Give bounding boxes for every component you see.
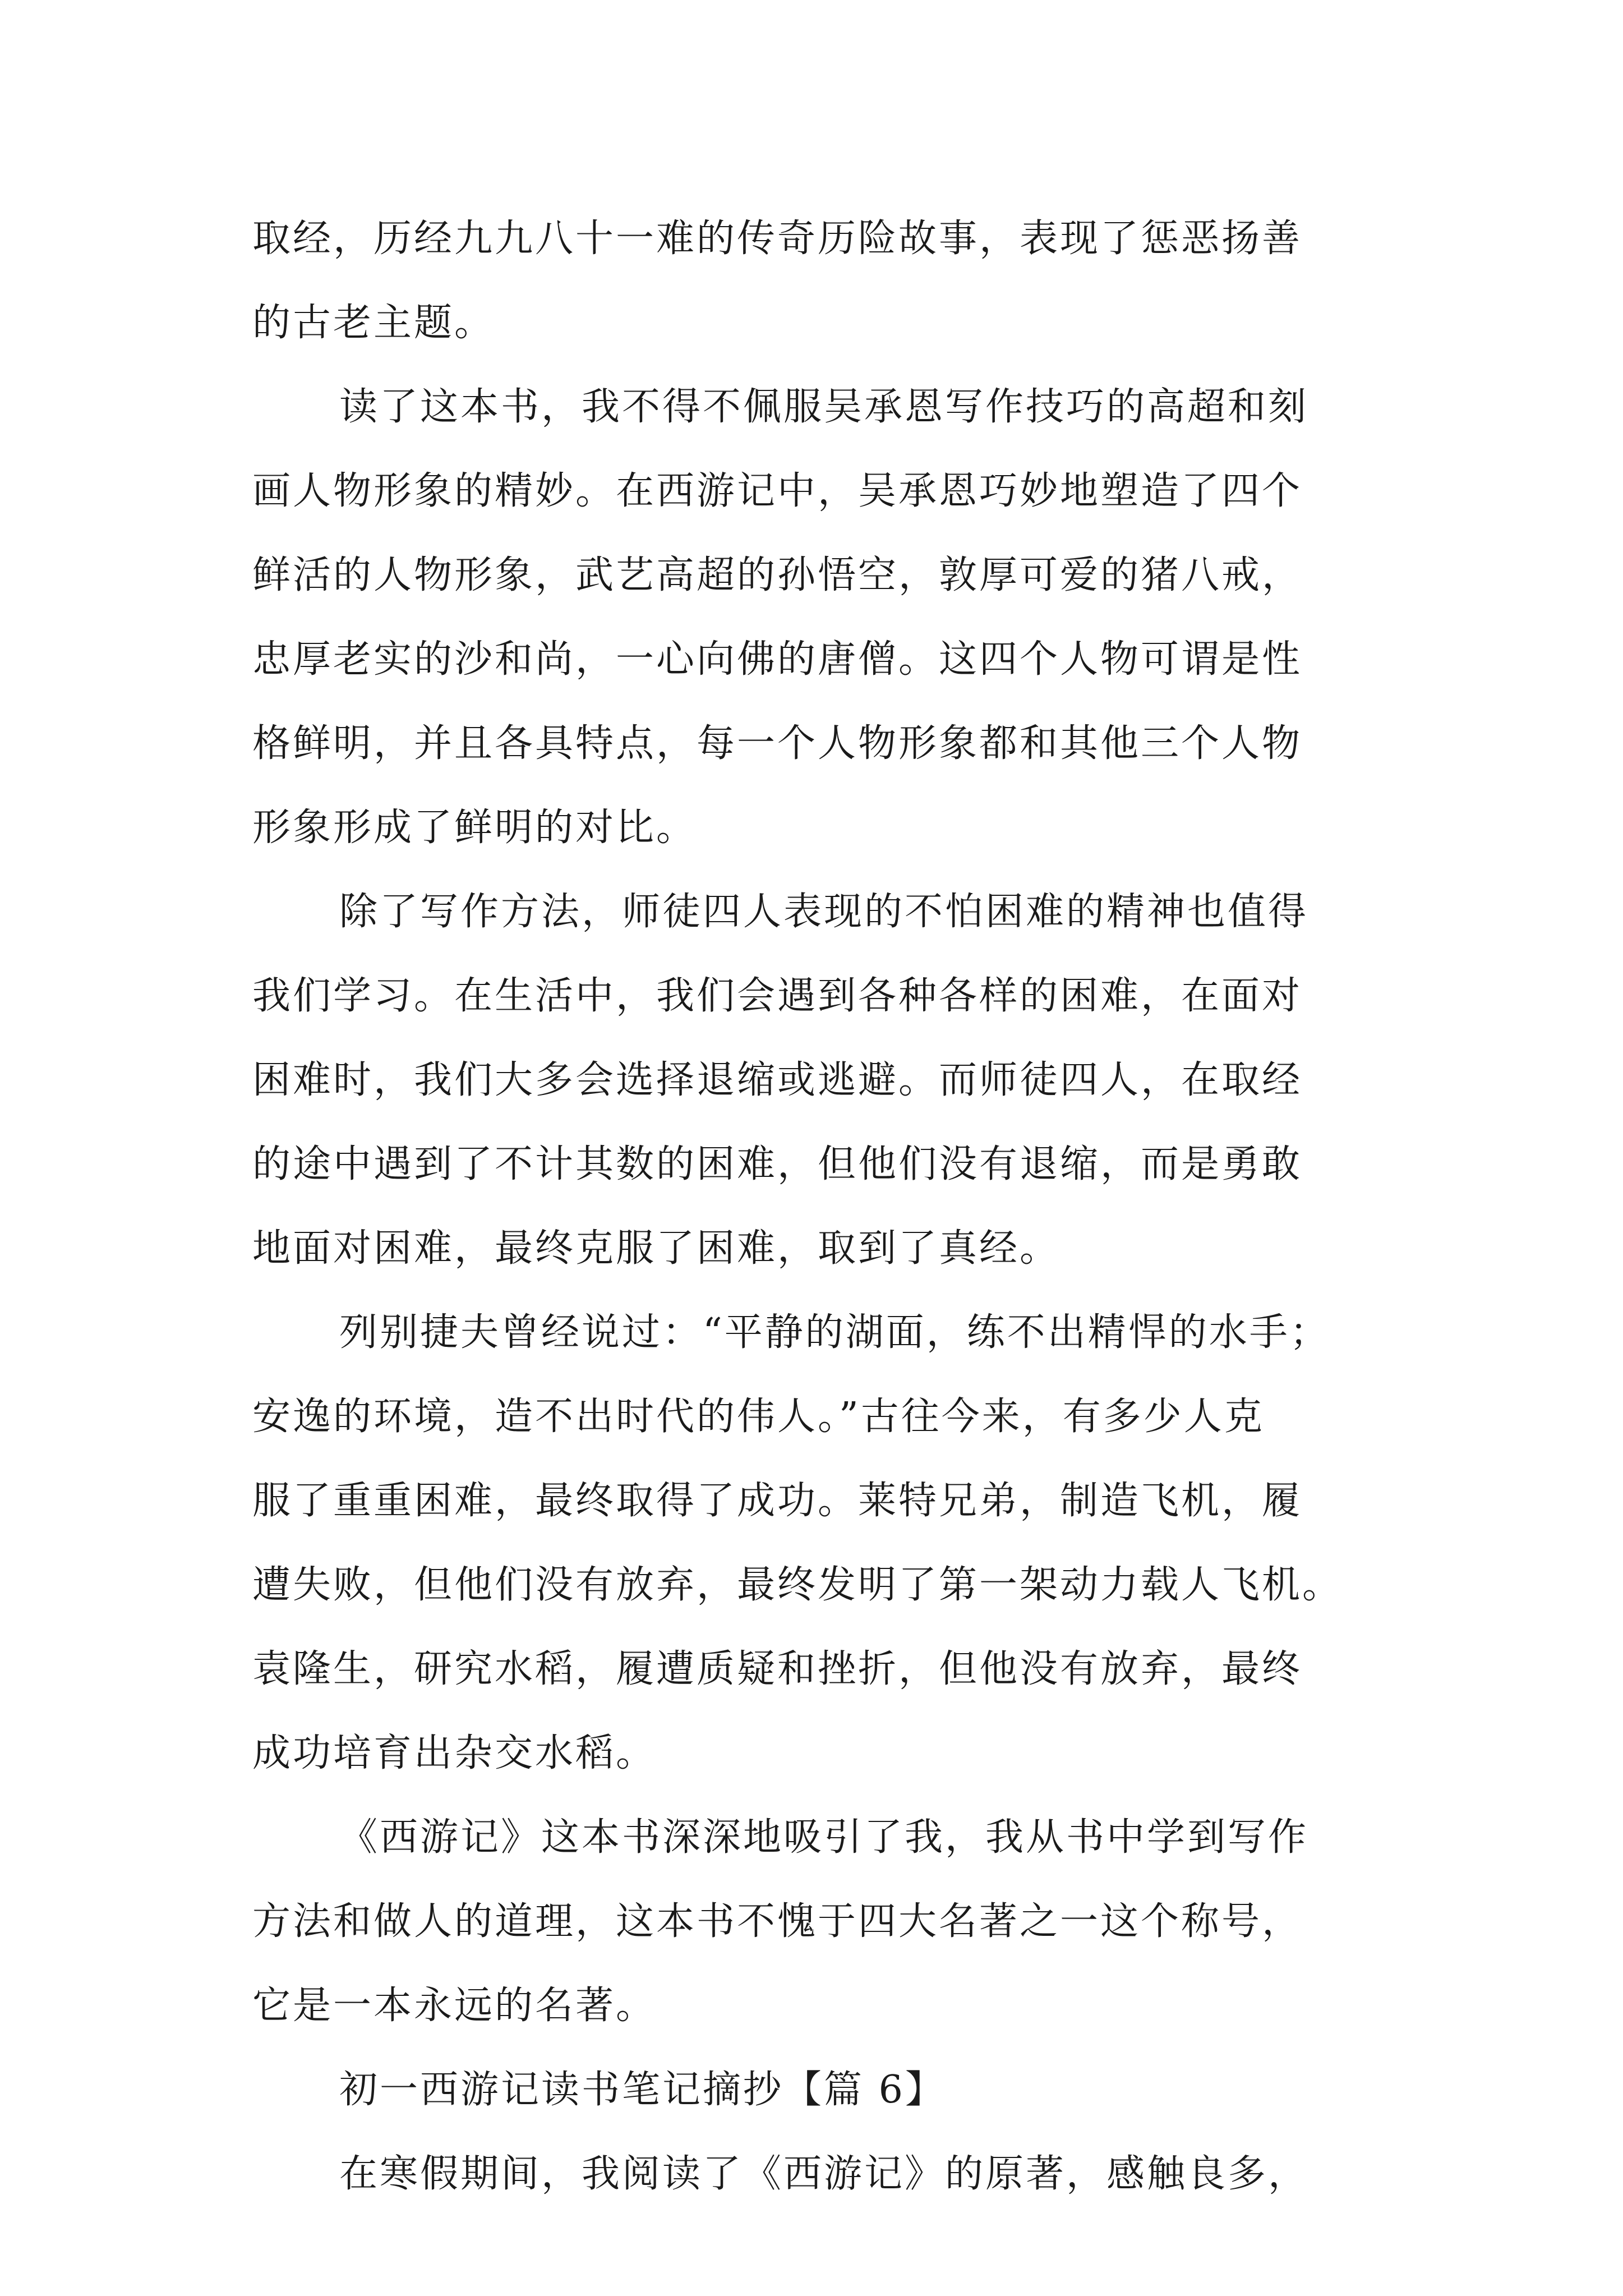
text-line: 袁隆生，研究水稻，履遭质疑和挫折，但他没有放弃，最终: [252, 1647, 1303, 1691]
text-line: 遭失败，但他们没有放弃，最终发明了第一架动力载人飞机。: [252, 1563, 1343, 1607]
text-line: 困难时，我们大多会选择退缩或逃避。而师徒四人，在取经: [252, 1058, 1303, 1102]
text-line: 服了重重困难，最终取得了成功。莱特兄弟，制造飞机，履: [252, 1479, 1303, 1523]
text-line: 鲜活的人物形象，武艺高超的孙悟空，敦厚可爱的猪八戒，: [252, 553, 1303, 597]
text-line: 我们学习。在生活中，我们会遇到各种各样的困难，在面对: [252, 974, 1303, 1018]
text-line: 的古老主题。: [252, 301, 495, 345]
text-line: 画人物形象的精妙。在西游记中，吴承恩巧妙地塑造了四个: [252, 469, 1303, 513]
paragraph-start-line: 除了写作方法，师徒四人表现的不怕困难的精神也值得: [339, 890, 1309, 934]
paragraph-start-line: 读了这本书，我不得不佩服吴承恩写作技巧的高超和刻: [339, 385, 1309, 429]
text-line: 方法和做人的道理，这本书不愧于四大名著之一这个称号，: [252, 1899, 1303, 1944]
text-line: 的途中遇到了不计其数的困难，但他们没有退缩，而是勇敢: [252, 1142, 1303, 1186]
text-line: 忠厚老实的沙和尚，一心向佛的唐僧。这四个人物可谓是性: [252, 637, 1303, 682]
text-line: 格鲜明，并且各具特点，每一个人物形象都和其他三个人物: [252, 721, 1303, 766]
text-line: 安逸的环境，造不出时代的伟人。”古往今来，有多少人克: [252, 1395, 1265, 1439]
text-line: 成功培育出杂交水稻。: [252, 1731, 657, 1775]
paragraph-start-line: 在寒假期间，我阅读了《西游记》的原著，感触良多，: [339, 2152, 1309, 2196]
text-line: 取经，历经九九八十一难的传奇历险故事，表现了惩恶扬善: [252, 217, 1303, 261]
section-heading: 初一西游记读书笔记摘抄【篇 6】: [339, 2068, 946, 2112]
text-line: 地面对困难，最终克服了困难，取到了真经。: [252, 1226, 1061, 1271]
text-line: 它是一本永远的名著。: [252, 1984, 657, 2028]
paragraph-start-line: 列别捷夫曾经说过：“平静的湖面，练不出精悍的水手；: [339, 1310, 1330, 1355]
text-line: 形象形成了鲜明的对比。: [252, 806, 697, 850]
paragraph-start-line: 《西游记》这本书深深地吸引了我，我从书中学到写作: [339, 1815, 1309, 1860]
